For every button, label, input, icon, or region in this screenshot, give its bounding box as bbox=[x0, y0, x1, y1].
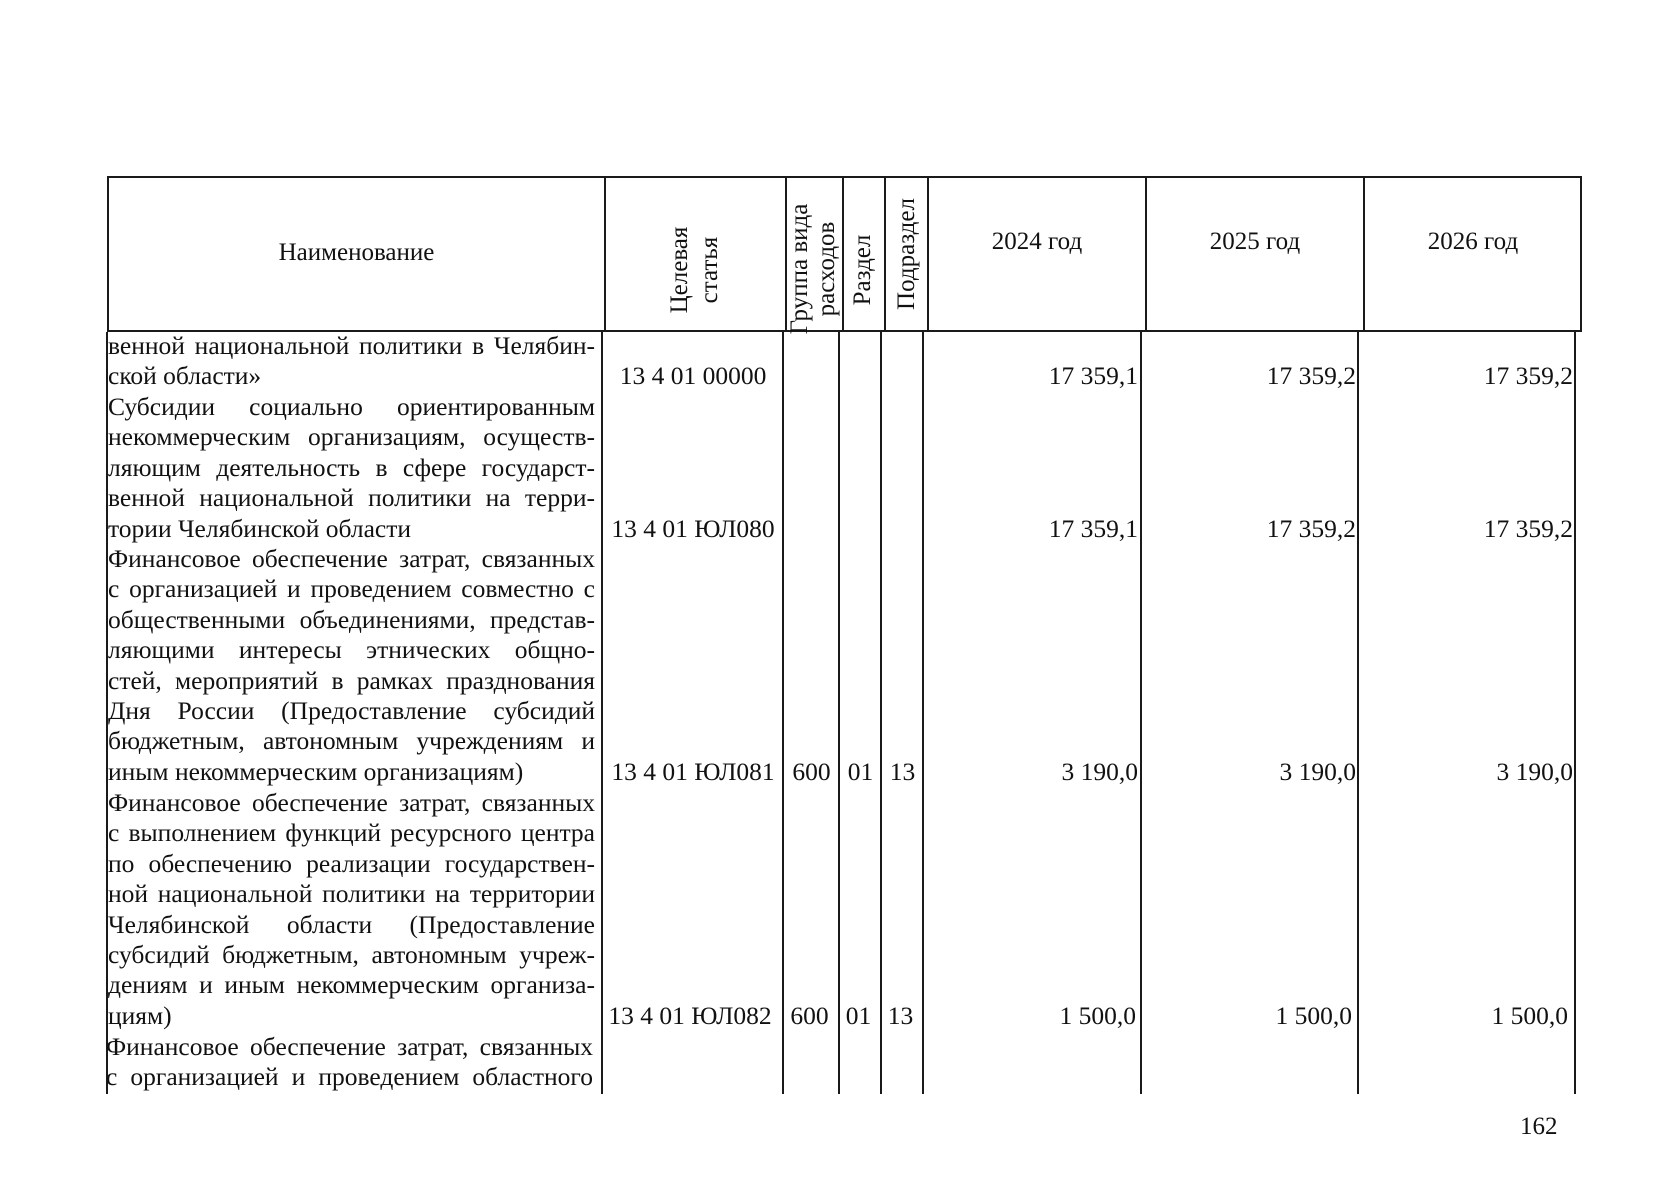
row-4-name bbox=[108, 788, 595, 1031]
row-4-2024: 1 500,0 bbox=[1059, 1001, 1136, 1030]
name-line: стей, мероприятий в рамках празднования bbox=[108, 665, 595, 695]
name-line: общественными объединениями, представ- bbox=[108, 604, 595, 634]
header-name: Наименование bbox=[278, 239, 435, 266]
name-line: ной национальной политики на территории bbox=[108, 879, 595, 909]
body-border-subsection bbox=[922, 332, 924, 1094]
name-line: циям) bbox=[108, 1000, 172, 1030]
name-line: бюджетным, автономным учреждениям и bbox=[108, 726, 595, 756]
col-border-section bbox=[884, 176, 886, 332]
row-4-2025: 1 500,0 bbox=[1275, 1001, 1352, 1030]
row-2-2026: 17 359,2 bbox=[1483, 514, 1573, 543]
name-line: ской области» bbox=[108, 361, 262, 391]
row-4-section: 01 bbox=[845, 1001, 872, 1030]
row-1-2024: 17 359,1 bbox=[1048, 361, 1138, 390]
header-year-2026: 2026 год bbox=[1427, 228, 1519, 255]
col-border-group bbox=[842, 176, 844, 332]
body-border-2024 bbox=[1140, 332, 1142, 1094]
header-year-2025: 2025 год bbox=[1209, 228, 1301, 255]
name-line: Финансовое обеспечение затрат, связанных bbox=[106, 1032, 593, 1061]
header-subsection: Подраздел bbox=[893, 198, 920, 310]
name-line: с организацией и проведением совместно с bbox=[108, 574, 595, 604]
row-3-2025: 3 190,0 bbox=[1279, 757, 1356, 786]
body-border-name bbox=[601, 332, 603, 1094]
name-line: Дня России (Предоставление субсидий bbox=[108, 695, 595, 725]
header-expense-group: Группа вида расходов bbox=[786, 203, 840, 335]
row-1-2025: 17 359,2 bbox=[1266, 361, 1356, 390]
name-line: ляющими интересы этнических общно- bbox=[108, 635, 595, 665]
name-line: с выполнением функций ресурсного центра bbox=[108, 818, 595, 848]
row-3-subsection: 13 bbox=[889, 757, 916, 786]
row-5-name bbox=[106, 1032, 593, 1093]
row-2-name bbox=[108, 392, 595, 544]
row-3-2024: 3 190,0 bbox=[1061, 757, 1138, 786]
name-line: Финансовое обеспечение затрат, связанных bbox=[108, 788, 595, 817]
name-line: Субсидии социально ориентированным bbox=[108, 392, 595, 421]
row-3-name bbox=[108, 544, 595, 787]
name-line: некоммерческим организациям, осуществ- bbox=[108, 422, 595, 452]
row-3-group: 600 bbox=[792, 757, 831, 786]
row-1-2026: 17 359,2 bbox=[1483, 361, 1573, 390]
body-border-right bbox=[1574, 332, 1576, 1094]
body-border-2025 bbox=[1357, 332, 1359, 1094]
body-border-code bbox=[782, 332, 784, 1094]
row-4-code: 13 4 01 ЮЛ082 bbox=[608, 1001, 772, 1030]
name-line: ляющим деятельность в сфере государст- bbox=[108, 452, 595, 482]
name-line: с организацией и проведением областного bbox=[106, 1062, 593, 1092]
header-year-2024: 2024 год bbox=[991, 228, 1083, 255]
name-line: тории Челябинской области bbox=[108, 513, 412, 543]
col-border-name bbox=[604, 176, 606, 332]
name-line: венной национальной политики на терри- bbox=[108, 483, 595, 513]
row-2-2025: 17 359,2 bbox=[1266, 514, 1356, 543]
name-line: дениям и иным некоммерческим организа- bbox=[108, 970, 595, 1000]
row-3-section: 01 bbox=[847, 757, 874, 786]
name-line: венной национальной политики в Челябин- bbox=[108, 331, 595, 360]
body-border-section bbox=[880, 332, 882, 1094]
row-4-subsection: 13 bbox=[887, 1001, 914, 1030]
row-3-2026: 3 190,0 bbox=[1496, 757, 1573, 786]
name-line: по обеспечению реализации государствен- bbox=[108, 848, 595, 878]
row-1-code: 13 4 01 00000 bbox=[619, 361, 767, 390]
page-number: 162 bbox=[1520, 1113, 1558, 1140]
row-2-code: 13 4 01 ЮЛ080 bbox=[611, 514, 775, 543]
header-target-article: Целевая статья bbox=[666, 226, 723, 314]
row-2-2024: 17 359,1 bbox=[1048, 514, 1138, 543]
header-section: Раздел bbox=[849, 234, 876, 306]
row-4-group: 600 bbox=[790, 1001, 829, 1030]
name-line: иным некоммерческим организациям) bbox=[108, 756, 524, 786]
row-1-name bbox=[108, 331, 595, 392]
name-line: Финансовое обеспечение затрат, связанных bbox=[108, 544, 595, 573]
body-border-group bbox=[838, 332, 840, 1094]
row-4-2026: 1 500,0 bbox=[1491, 1001, 1568, 1030]
name-line: субсидий бюджетным, автономным учреж- bbox=[108, 939, 595, 969]
row-3-code: 13 4 01 ЮЛ081 bbox=[611, 757, 775, 786]
name-line: Челябинской области (Предоставление bbox=[108, 909, 595, 939]
